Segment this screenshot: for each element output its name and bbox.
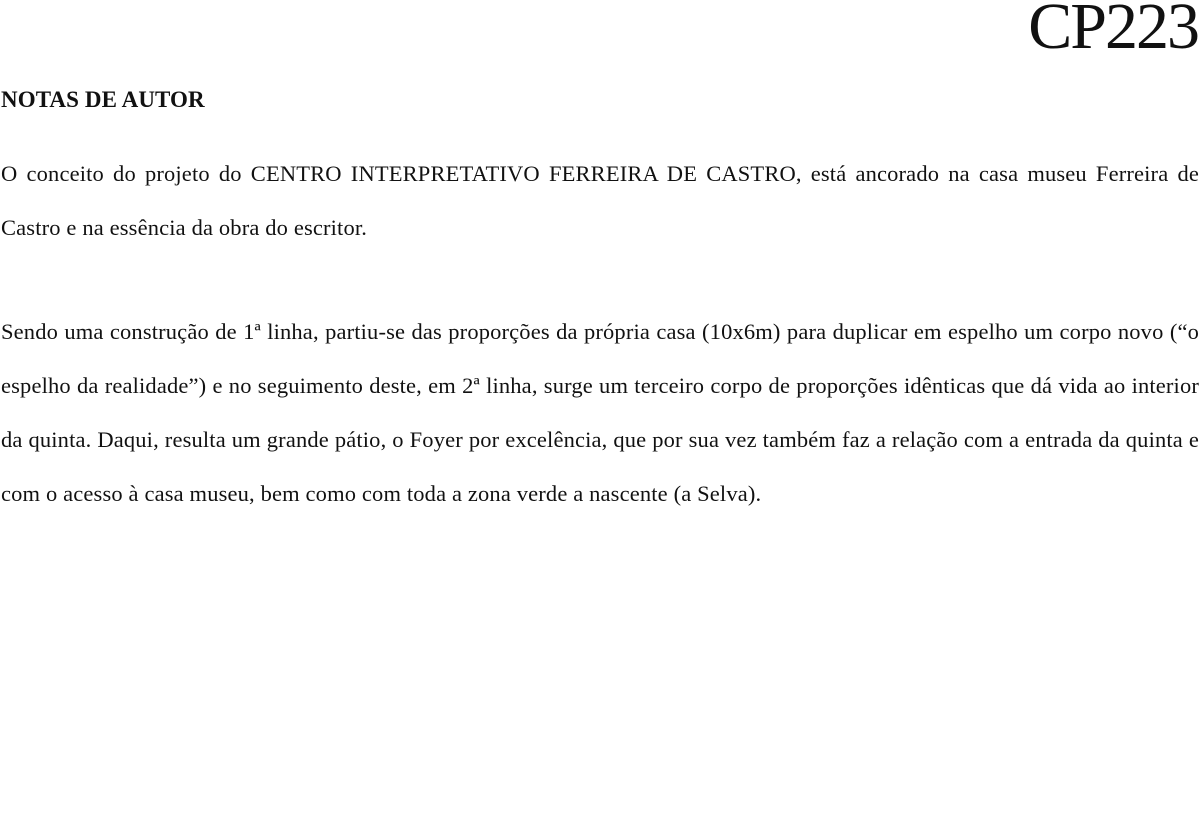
paragraph-concept: O conceito do projeto do CENTRO INTERPRETATIVO FERREIRA DE CASTRO, está ancorado na casa museu Ferreira de Castro e na essência da obra do escritor. xyxy=(1,161,1199,240)
page-code-label: CP223 xyxy=(1028,0,1198,63)
paragraph-construction: Sendo uma construção de 1ª linha, partiu-se das proporções da própria casa (10x6m) para duplicar em espelho um corpo novo (“o espelho da realidade”) e no seguimento deste, em 2ª linha, surge um terceiro corpo de proporções idênticas que dá vida ao interior da quinta. Daqui, resulta um grande pátio, o Foyer por excelência, que por sua vez também faz a relação com a entrada da quinta e com o acesso à casa museu, bem como com toda a zona verde a nascente (a Selva). xyxy=(1,319,1199,506)
section-title: NOTAS DE AUTOR xyxy=(1,87,205,112)
